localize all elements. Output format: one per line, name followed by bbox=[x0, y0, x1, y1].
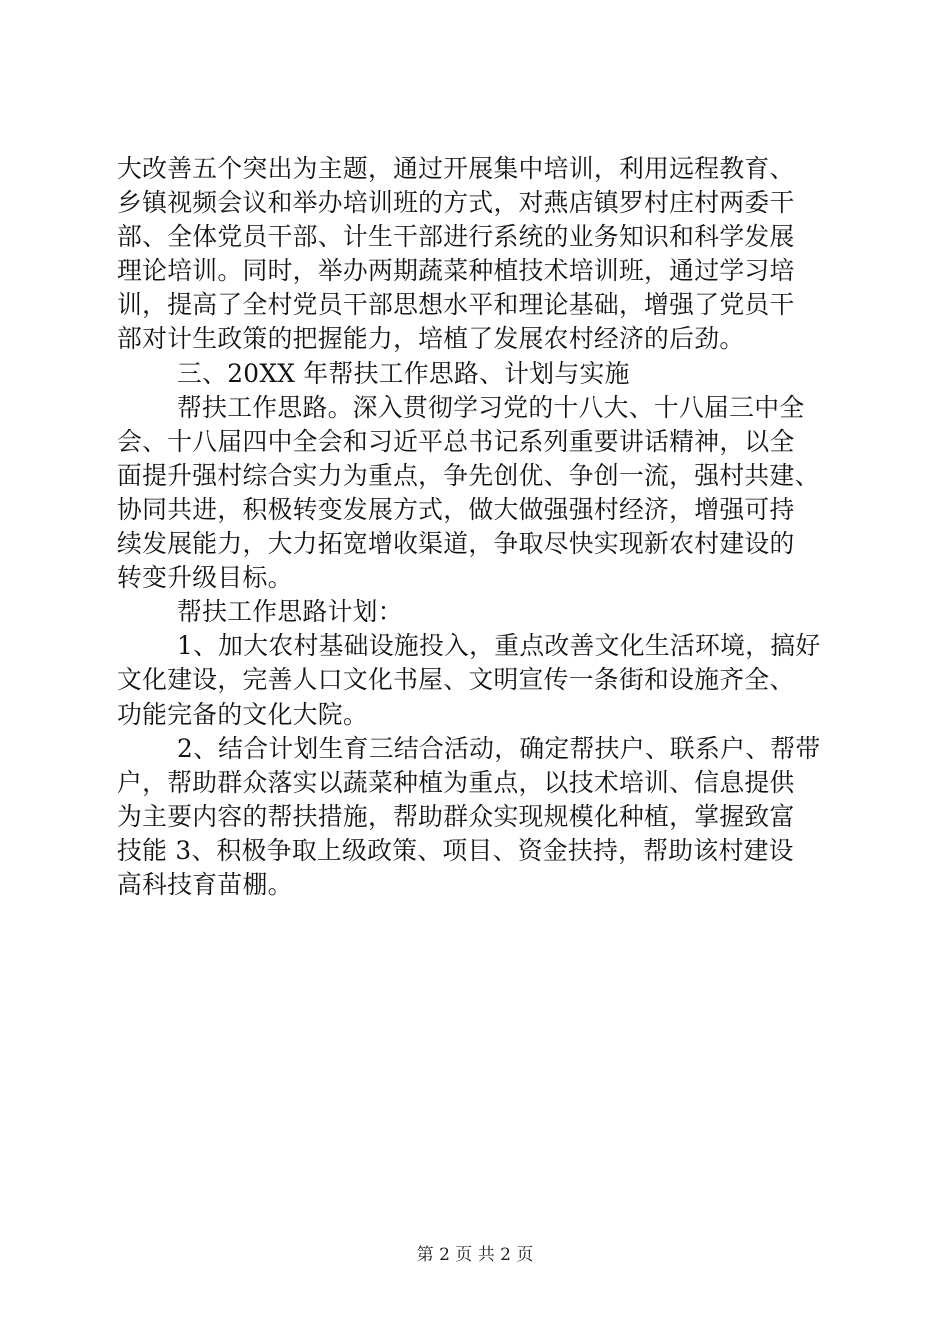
text-line: 大改善五个突出为主题，通过开展集中培训，利用远程教育、 bbox=[117, 154, 795, 183]
document-body bbox=[117, 152, 837, 902]
text-line: 乡镇视频会议和举办培训班的方式，对燕店镇罗村庄村两委干 bbox=[117, 188, 795, 218]
text-line: 训，提高了全村党员干部思想水平和理论基础，增强了党员干 bbox=[117, 290, 795, 320]
list-item-2-start: 2、结合计划生育三结合活动，确定帮扶户、联系户、帮带 bbox=[177, 733, 821, 763]
section-heading: 三、20XX 年帮扶工作思路、计划与实施 bbox=[177, 358, 630, 388]
text-line: 转变升级目标。 bbox=[117, 563, 293, 593]
text-line: 理论培训。同时，举办两期蔬菜种植技术培训班，通过学习培 bbox=[117, 256, 795, 286]
text-line: 会、十八届四中全会和习近平总书记系列重要讲话精神，以全 bbox=[117, 426, 795, 456]
text-line: 文化建设，完善人口文化书屋、文明宣传一条街和设施齐全、 bbox=[117, 665, 795, 695]
text-line: 面提升强村综合实力为重点，争先创优、争创一流，强村共建、 bbox=[117, 460, 820, 490]
text-line: 部对计生政策的把握能力，培植了发展农村经济的后劲。 bbox=[117, 324, 745, 354]
text-line: 功能完备的文化大院。 bbox=[117, 699, 368, 729]
text-line: 续发展能力，大力拓宽增收渠道，争取尽快实现新农村建设的 bbox=[117, 529, 795, 559]
paragraph-start-line: 帮扶工作思路。深入贯彻学习党的十八大、十八届三中全 bbox=[177, 392, 805, 422]
text-line: 为主要内容的帮扶措施，帮助群众实现规模化种植，掌握致富 bbox=[117, 801, 795, 831]
text-line: 户，帮助群众落实以蔬菜种植为重点，以技术培训、信息提供 bbox=[117, 767, 795, 797]
text-line: 部、全体党员干部、计生干部进行系统的业务知识和科学发展 bbox=[117, 222, 795, 252]
text-line: 协同共进，积极转变发展方式，做大做强强村经济，增强可持 bbox=[117, 494, 795, 524]
text-line: 技能 3、积极争取上级政策、项目、资金扶持，帮助该村建设 bbox=[117, 835, 794, 865]
list-item-1-start: 1、加大农村基础设施投入，重点改善文化生活环境，搞好 bbox=[177, 631, 821, 661]
page-footer: 第 2 页 共 2 页 bbox=[416, 1245, 534, 1265]
text-line: 高科技育苗棚。 bbox=[117, 869, 293, 899]
subheading-line: 帮扶工作思路计划： bbox=[177, 597, 403, 627]
